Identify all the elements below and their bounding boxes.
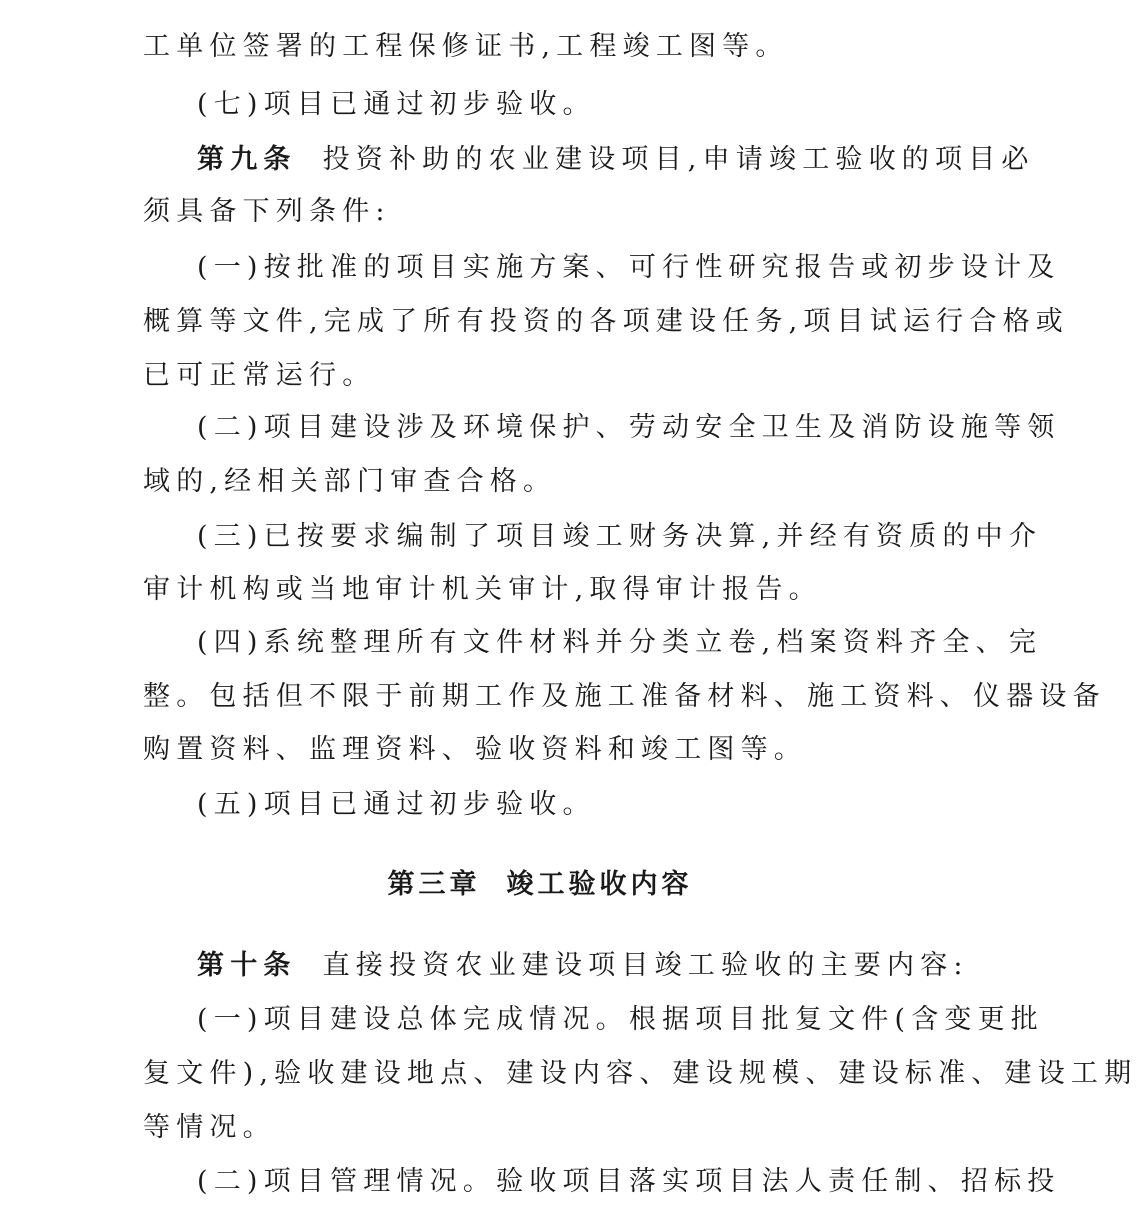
paragraph-line: 整。包括但不限于前期工作及施工准备材料、施工资料、仪器设备 <box>143 681 1106 712</box>
paragraph-line: (二)项目建设涉及环境保护、劳动安全卫生及消防设施等领 <box>197 412 1061 443</box>
paragraph-line: (二)项目管理情况。验收项目落实项目法人责任制、招标投 <box>197 1166 1061 1197</box>
article-9-first-line <box>197 140 1035 180</box>
paragraph-line: 域的,经相关部门审查合格。 <box>143 466 557 497</box>
chapter-title: 竣工验收内容 <box>506 869 693 900</box>
paragraph-line: (七)项目已通过初步验收。 <box>197 89 596 120</box>
article-text: 投资补助的农业建设项目,申请竣工验收的项目必 <box>322 144 1035 175</box>
paragraph-line: (四)系统整理所有文件材料并分类立卷,档案资料齐全、完 <box>197 627 1043 658</box>
paragraph-line: 须具备下列条件: <box>143 196 391 227</box>
paragraph-line: 审计机构或当地审计机关审计,取得审计报告。 <box>143 574 822 605</box>
paragraph-line: 工单位签署的工程保修证书,工程竣工图等。 <box>143 31 789 62</box>
paragraph-line: 概算等文件,完成了所有投资的各项建设任务,项目试运行合格或 <box>143 306 1069 337</box>
article-number: 第十条 <box>197 950 297 981</box>
paragraph-line: (一)项目建设总体完成情况。根据项目批复文件(含变更批 <box>197 1004 1044 1035</box>
paragraph-line: (五)项目已通过初步验收。 <box>197 789 596 820</box>
chapter-number: 第三章 <box>387 869 481 900</box>
article-number: 第九条 <box>197 144 297 175</box>
paragraph-line: 等情况。 <box>143 1112 276 1143</box>
article-10-first-line <box>197 946 969 986</box>
paragraph-line: 购置资料、监理资料、验收资料和竣工图等。 <box>143 734 807 765</box>
paragraph-line: 已可正常运行。 <box>143 360 376 391</box>
paragraph-line: 复文件),验收建设地点、建设内容、建设规模、建设标准、建设工期 <box>143 1058 1137 1089</box>
paragraph-line: (三)已按要求编制了项目竣工财务决算,并经有资质的中介 <box>197 521 1043 552</box>
chapter-heading <box>0 865 1080 905</box>
paragraph-line: (一)按批准的项目实施方案、可行性研究报告或初步设计及 <box>197 252 1061 283</box>
article-text: 直接投资农业建设项目竣工验收的主要内容: <box>322 950 969 981</box>
